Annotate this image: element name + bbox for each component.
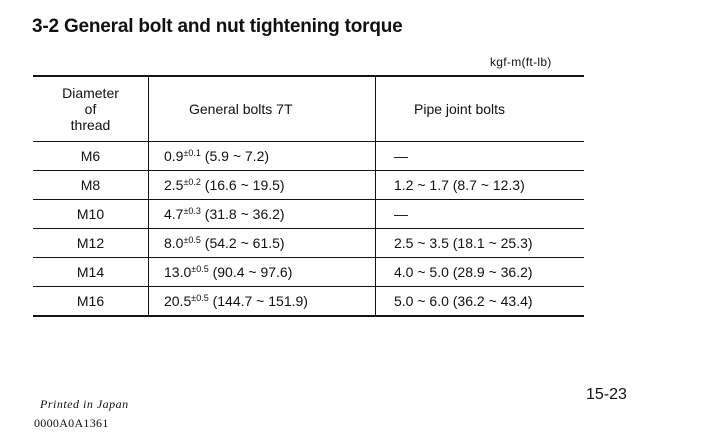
table-header-row bbox=[33, 76, 584, 142]
table-row bbox=[33, 200, 584, 229]
cell-general bbox=[149, 171, 376, 200]
cell-general bbox=[149, 287, 376, 317]
table-row bbox=[33, 287, 584, 317]
general-base: 2.5 bbox=[164, 177, 184, 193]
cell-diameter: M12 bbox=[33, 229, 149, 258]
general-tolerance: ±0.3 bbox=[183, 206, 201, 216]
general-base: 8.0 bbox=[164, 235, 184, 251]
cell-diameter: M8 bbox=[33, 171, 149, 200]
cell-pipe: — bbox=[376, 142, 585, 171]
cell-pipe: 4.0 ~ 5.0 (28.9 ~ 36.2) bbox=[376, 258, 585, 287]
header-diameter-line: Diameter bbox=[62, 85, 119, 101]
general-tolerance: ±0.5 bbox=[183, 235, 201, 245]
cell-diameter: M16 bbox=[33, 287, 149, 317]
torque-table bbox=[33, 75, 584, 317]
cell-diameter: M14 bbox=[33, 258, 149, 287]
header-diameter-line: thread bbox=[70, 117, 111, 133]
cell-pipe: 2.5 ~ 3.5 (18.1 ~ 25.3) bbox=[376, 229, 585, 258]
cell-general bbox=[149, 258, 376, 287]
header-diameter bbox=[33, 76, 149, 142]
general-base: 0.9 bbox=[164, 148, 184, 164]
header-general-bolts: General bolts 7T bbox=[149, 76, 376, 142]
cell-diameter: M10 bbox=[33, 200, 149, 229]
general-range: (5.9 ~ 7.2) bbox=[200, 148, 270, 164]
units-label: kgf-m(ft-lb) bbox=[490, 55, 552, 69]
general-range: (54.2 ~ 61.5) bbox=[200, 235, 285, 251]
cell-general bbox=[149, 200, 376, 229]
general-tolerance: ±0.2 bbox=[183, 177, 201, 187]
general-tolerance: ±0.5 bbox=[191, 264, 209, 274]
general-range: (31.8 ~ 36.2) bbox=[200, 206, 285, 222]
cell-general bbox=[149, 142, 376, 171]
section-title: 3-2 General bolt and nut tightening torque bbox=[32, 16, 403, 37]
general-base: 13.0 bbox=[164, 264, 192, 280]
table-row bbox=[33, 229, 584, 258]
document-code: 0000A0A1361 bbox=[34, 416, 109, 430]
page-number: 15-23 bbox=[586, 386, 627, 403]
table-row bbox=[33, 142, 584, 171]
general-tolerance: ±0.1 bbox=[183, 148, 201, 158]
header-pipe-joint-bolts: Pipe joint bolts bbox=[376, 76, 585, 142]
general-base: 20.5 bbox=[164, 293, 192, 309]
general-tolerance: ±0.5 bbox=[191, 293, 209, 303]
header-diameter-line: of bbox=[84, 101, 97, 117]
cell-pipe: 5.0 ~ 6.0 (36.2 ~ 43.4) bbox=[376, 287, 585, 317]
table-row bbox=[33, 171, 584, 200]
general-base: 4.7 bbox=[164, 206, 184, 222]
general-range: (16.6 ~ 19.5) bbox=[200, 177, 285, 193]
cell-pipe: 1.2 ~ 1.7 (8.7 ~ 12.3) bbox=[376, 171, 585, 200]
general-range: (144.7 ~ 151.9) bbox=[208, 293, 308, 309]
table-row bbox=[33, 258, 584, 287]
cell-general bbox=[149, 229, 376, 258]
cell-pipe: — bbox=[376, 200, 585, 229]
cell-diameter: M6 bbox=[33, 142, 149, 171]
general-range: (90.4 ~ 97.6) bbox=[208, 264, 293, 280]
printed-in-japan-note: Printed in Japan bbox=[40, 397, 129, 411]
